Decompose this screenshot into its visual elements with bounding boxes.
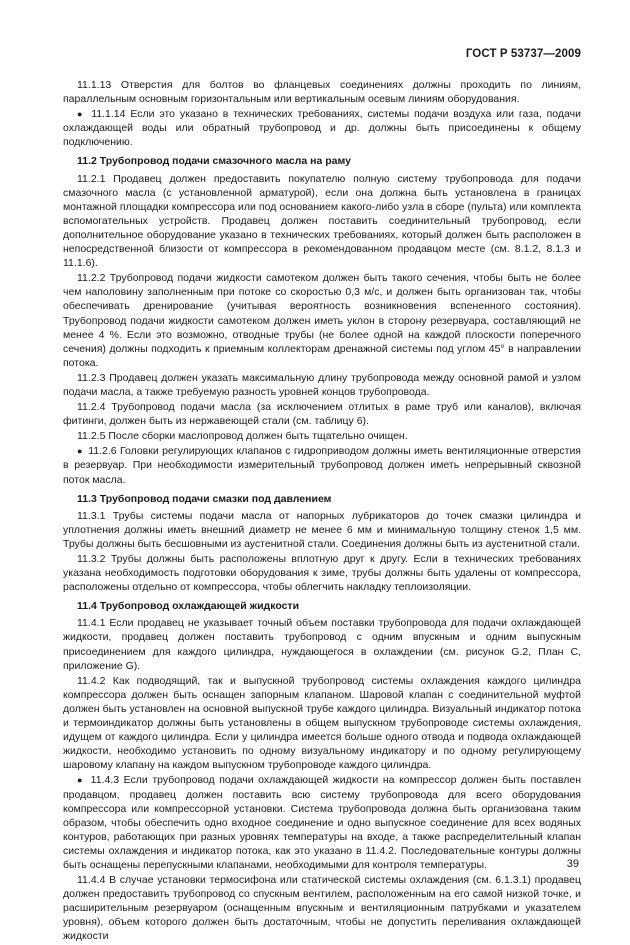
paragraph: 11.4.1 Если продавец не указывает точный объем поставки трубопровода для подачи охлаждающей жидкости, продавец должен поставить трубопровод с одним впускным и одним выпускным присоединением для каждого цилиндра, нуждающегося в охлаждении (см. рисунок G.2, План С, приложение G).: [63, 617, 581, 672]
paragraph: 11.3.2 Трубы должны быть расположены вплотную друг к другу. Если в технических требованиях указана необходимость подготовки оборудования к зиме, трубы должны быть удалены от компрессора, расположены отдельно от компрессора, чтобы облегчить накладку теплоизоляции.: [63, 553, 581, 594]
bullet-icon: ●: [77, 775, 85, 786]
paragraph: 11.2.2 Трубопровод подачи жидкости самотеком должен быть такого сечения, чтобы быть не более чем наполовину заполненным при потоке со скоростью 0,3 м/с, и должен быть организован так, чтобы обеспечивать дренирование (учитывая вероятность возникновения вспененного состояния). Трубопровод подачи жидкости самотеком должен иметь уклон в сторону резервуара, составляющий не менее 4 %. Если это возможно, отводные трубы (не более одной на каждой плоскости поперечного сечения) должны подходить к приемным коллекторам дренажной системы под углом 45° в направлении потока.: [63, 272, 581, 369]
paragraph: ● 11.4.3 Если трубопровод подачи охлаждающей жидкости на компрессор должен быть поставлен продавцом, продавец должен поставить всю систему трубопровода для всего оборудования компрессора или компрессорной установки. Система трубопровода должна быть организована таким образом, чтобы обеспечить одно входное соединение и одно выпускное соединение для всех водяных контуров, работающих при разных уровнях температуры на входе, а также распределительный клапан системы охлаждения и индикатор потока, как это указано в 11.4.2. Последовательные контуры должны быть оснащены перепускными клапанами, необходимыми для контроля температуры.: [63, 774, 581, 871]
paragraph: 11.2.5 После сборки маслопровод должен быть тщательно очищен.: [77, 430, 408, 443]
section-heading: 11.2 Трубопровод подачи смазочного масла на раму: [77, 155, 351, 168]
bullet-icon: ●: [77, 109, 85, 120]
page-number: 39: [566, 858, 579, 870]
standard-header: ГОСТ Р 53737—2009: [465, 48, 581, 60]
section-heading: 11.4 Трубопровод охлаждающей жидкости: [77, 600, 300, 613]
paragraph: 11.2.3 Продавец должен указать максимальную длину трубопровода между основной рамой и узлом подачи масла, а также требуемую разность уровней концов трубопровода.: [63, 371, 581, 398]
paragraph: 11.3.1 Трубы системы подачи масла от напорных лубрикаторов до точек смазки цилиндра и уплотнения должны иметь внешний диаметр не менее 6 мм и минимальную толщину стенок 1,5 мм. Трубы должны быть бесшовными из аустенитной стали. Соединения должны быть из аустенитной стали.: [63, 509, 581, 550]
paragraph: 11.1.13 Отверстия для болтов во фланцевых соединениях должны проходить по линиям, параллельным основным горизонтальным или вертикальным осевым линиям оборудования.: [63, 79, 581, 106]
paragraph: 11.4.4 В случае установки термосифона или статической системы охлаждения (см. 6.1.3.1) продавец должен предоставить трубопровод со спускным вентилем, расположенным на его самой низкой точке, и расширительным резервуаром (оснащенным впускным и вентиляционным патрубками и указателем уровня), объем которого должен быть достаточным, чтобы не допустить переливания охлаждающей жидкости: [63, 874, 581, 943]
section-heading: 11.3 Трубопровод подачи смазки под давлением: [77, 492, 332, 505]
document-body: [63, 78, 581, 945]
paragraph: 11.2.4 Трубопровод подачи масла (за исключением отлитых в раме труб или каналов), включая фитинги, должен быть из нержавеющей стали (см. таблицу 6).: [63, 401, 581, 428]
paragraph: ● 11.2.6 Головки регулирующих клапанов с гидроприводом должны иметь вентиляционные отверстия в резервуар. При необходимости измерительный трубопровод должен иметь непрерывный сквозной поток масла.: [63, 445, 581, 486]
paragraph: 11.4.2 Как подводящий, так и выпускной трубопровод системы охлаждения каждого цилиндра компрессора должен быть оснащен запорным клапаном. Шаровой клапан с соединительной муфтой должен быть установлен на основной выпускной трубе каждого цилиндра. Визуальный индикатор потока и термоиндикатор должны быть установлены в общем выпускном трубопроводе системы охлаждения, идущем от каждого цилиндра. Если у цилиндра имеется больше одного отвода и подвода охлаждающей жидкости, необходимо установить по одному визуальному индикатору и по одному регулирующему шаровому клапану на каждом выпускном трубопроводе каждого цилиндра.: [63, 674, 581, 772]
paragraph: ● 11.1.14 Если это указано в технических требованиях, системы подачи воздуха или газа, подачи охлаждающей воды или обратный трубопровод и др. должны быть присоединены к общему подключению.: [63, 108, 581, 149]
paragraph: 11.2.1 Продавец должен предоставить покупателю полную систему трубопровода для подачи смазочного масла (с установленной арматурой), если она должна быть установлена в границах монтажной площадки компрессора или под основанием какого-либо узла в сборе (пульта) или комплекта вспомогательных устройств. Продавец должен поставить соединительный трубопровод, если дополнительное оборудование указано в технических требованиях, который должен быть расположен в непосредственной близости от компрессора в рекомендованном продавцом месте (см. 8.1.2, 8.1.3 и 11.1.6).: [63, 172, 581, 270]
bullet-icon: ●: [77, 446, 83, 457]
